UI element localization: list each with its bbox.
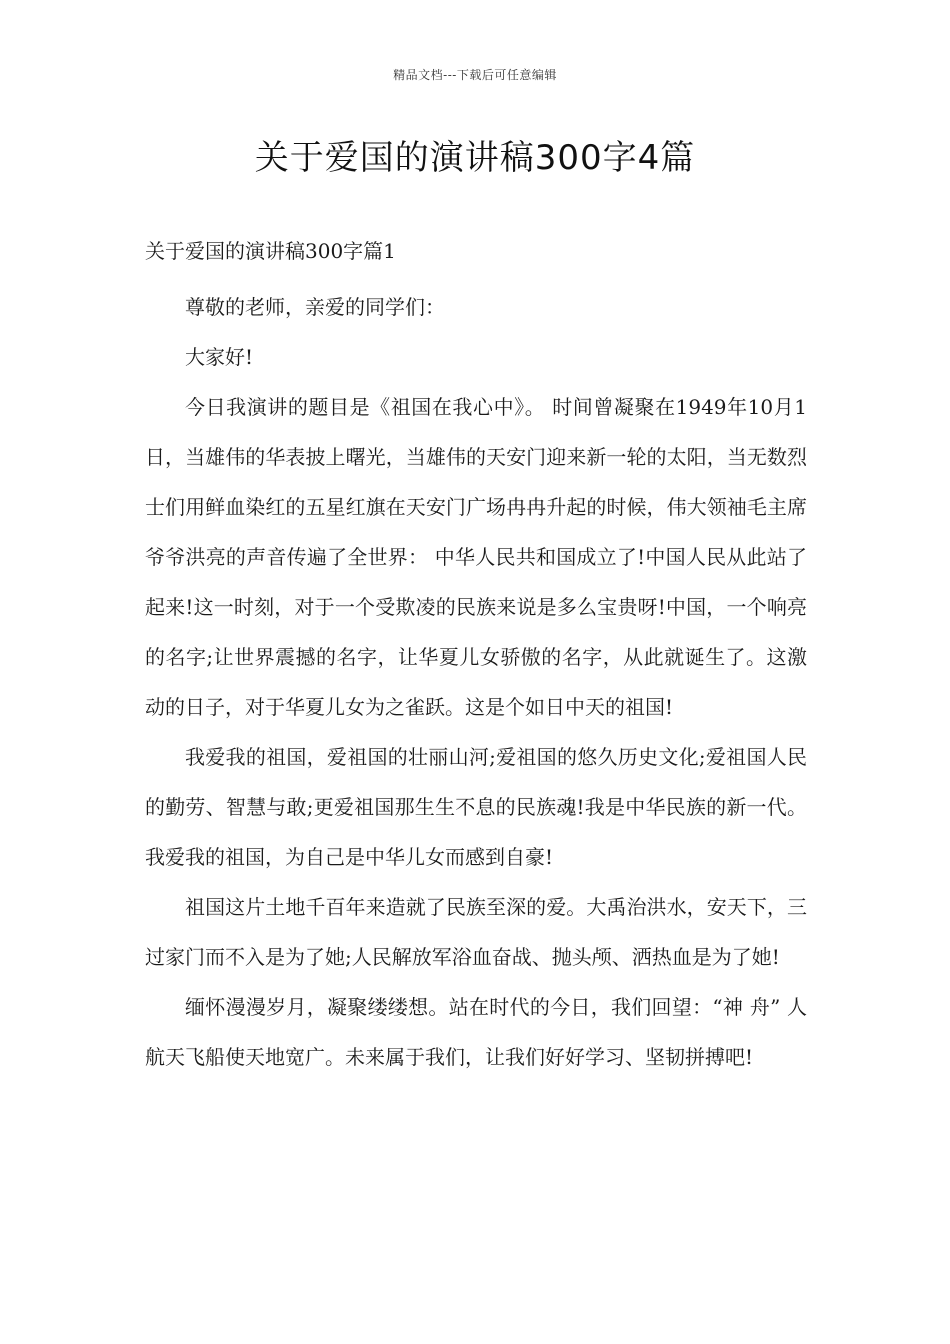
paragraph-greeting: 尊敬的老师，亲爱的同学们：	[185, 295, 445, 319]
paragraph-2: 我爱我的祖国，爱祖国的壮丽山河;爱祖国的悠久历史文化;爱祖国人民的勤劳、智慧与敢;更爱祖国那生生不息的民族魂!我是中华民族的新一代。我爱我的祖国，为自己是中华儿女而感到自豪!	[145, 745, 807, 869]
document-body	[145, 232, 807, 1082]
paragraph-3: 祖国这片土地千百年来造就了民族至深的爱。大禹治洪水，安天下，三过家门而不入是为了她;人民解放军浴血奋战、抛头颅、洒热血是为了她!	[145, 895, 807, 969]
page-title: 关于爱国的演讲稿300字4篇	[254, 138, 696, 178]
paragraph-hello: 大家好!	[185, 345, 254, 369]
header-note: 精品文档---下载后可任意编辑	[393, 68, 557, 82]
paragraph-4: 缅怀漫漫岁月，凝聚缕缕想。站在时代的今日，我们回望：“神 舟” 人航天飞船使天地宽广。未来属于我们，让我们好好学习、坚韧拼搏吧!	[145, 995, 807, 1069]
section-heading: 关于爱国的演讲稿300字篇1	[145, 239, 396, 263]
paragraph-1: 今日我演讲的题目是《祖国在我心中》。 时间曾凝聚在1949年10月1日，当雄伟的华表披上曙光，当雄伟的天安门迎来新一轮的太阳，当无数烈士们用鲜血染红的五星红旗在天安门广场冉冉升起的时候，伟大领袖毛主席爷爷洪亮的声音传遍了全世界： 中华人民共和国成立了!中国人民从此站了起来!这一时刻，对于一个受欺凌的民族来说是多么宝贵呀!中国，一个响亮的名字;让世界震撼的名字，让华夏儿女骄傲的名字，从此就诞生了。这激动的日子，对于华夏儿女为之雀跃。这是个如日中天的祖国!	[145, 395, 807, 719]
